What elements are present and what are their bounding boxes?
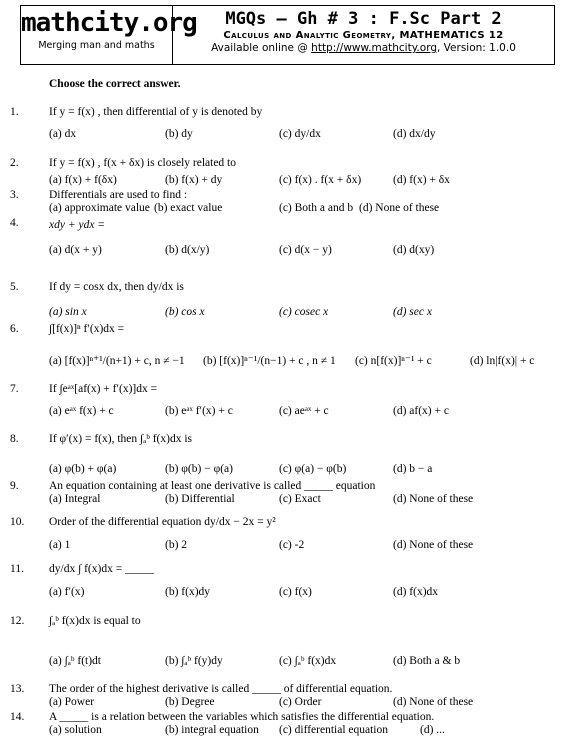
option-c[interactable]: (c) d(x − y) — [279, 244, 332, 256]
option-d[interactable]: (d) Both a & b — [393, 655, 461, 667]
option-d[interactable]: (d) f(x) + δx — [393, 174, 450, 186]
question-stem: Differentials are used to find : — [49, 189, 188, 201]
option-b[interactable]: (b) integral equation — [165, 724, 259, 736]
option-a[interactable]: (a) φ(b) + φ(a) — [49, 463, 117, 475]
instruction: Choose the correct answer. — [49, 78, 181, 90]
question-number: 10. — [10, 516, 25, 528]
option-a[interactable]: (a) approximate value — [49, 202, 150, 214]
question-number: 6. — [10, 323, 19, 335]
question-number: 11. — [10, 563, 24, 575]
site-link[interactable]: http://www.mathcity.org — [311, 42, 437, 54]
question-stem: ∫[f(x)]ⁿ f′(x)dx = — [49, 323, 125, 335]
question-number: 8. — [10, 433, 19, 445]
option-d[interactable]: (d) None of these — [393, 696, 474, 708]
question-stem: If y = f(x) , then differential of y is denoted by — [49, 106, 263, 118]
option-c[interactable]: (c) dy/dx — [279, 128, 321, 140]
option-c[interactable]: (c) differential equation — [279, 724, 388, 736]
option-b[interactable]: (b) Degree — [165, 696, 215, 708]
option-d[interactable]: (d) None of these — [359, 202, 440, 214]
question-number: 4. — [10, 217, 19, 229]
option-b[interactable]: (b) [f(x)]ⁿ⁻¹/(n−1) + c , n ≠ 1 — [203, 355, 336, 367]
availability-line — [173, 42, 554, 54]
question-stem: If dy = cosx dx, then dy/dx is — [49, 281, 184, 293]
option-d[interactable]: (d) None of these — [393, 493, 474, 505]
option-a[interactable]: (a) f(x) + f(δx) — [49, 174, 117, 186]
question-number: 13. — [10, 683, 25, 695]
option-b[interactable]: (b) f(x) + dy — [165, 174, 223, 186]
option-d[interactable]: (d) sec x — [393, 306, 432, 318]
option-a[interactable]: (a) Power — [49, 696, 95, 708]
question-stem: dy/dx ∫ f(x)dx = _____ — [49, 563, 154, 575]
option-c[interactable]: (c) Order — [279, 696, 322, 708]
question-number: 2. — [10, 157, 19, 169]
question-stem: The order of the highest derivative is called _____ of differential equation. — [49, 683, 393, 695]
option-a[interactable]: (a) sin x — [49, 306, 87, 318]
option-a[interactable]: (a) [f(x)]ⁿ⁺¹/(n+1) + c, n ≠ −1 — [49, 355, 185, 367]
logo-subtitle: Merging man and maths — [38, 40, 155, 51]
header-box — [20, 5, 555, 65]
option-c[interactable]: (c) aeᵃˣ + c — [279, 405, 329, 417]
option-a[interactable]: (a) f′(x) — [49, 586, 85, 598]
option-d[interactable]: (d) f(x)dx — [393, 586, 439, 598]
option-a[interactable]: (a) solution — [49, 724, 102, 736]
option-c[interactable]: (c) -2 — [279, 539, 305, 551]
question-number: 3. — [10, 189, 19, 201]
header-right — [173, 6, 554, 54]
option-c[interactable]: (c) Both a and b — [279, 202, 354, 214]
option-b[interactable]: (b) cos x — [165, 306, 205, 318]
option-b[interactable]: (b) φ(b) − φ(a) — [165, 463, 233, 475]
option-b[interactable]: (b) dy — [165, 128, 193, 140]
question-number: 7. — [10, 383, 19, 395]
option-a[interactable]: (a) d(x + y) — [49, 244, 102, 256]
question-number: 5. — [10, 281, 19, 293]
option-a[interactable]: (a) ∫ₐᵇ f(t)dt — [49, 655, 101, 667]
option-d[interactable]: (d) None of these — [393, 539, 474, 551]
option-a[interactable]: (a) eᵃˣ f(x) + c — [49, 405, 114, 417]
question-stem: xdy + ydx = — [49, 219, 106, 231]
question-number: 12. — [10, 615, 25, 627]
option-b[interactable]: (b) exact value — [154, 202, 223, 214]
question-stem: An equation containing at least one derivative is called _____ equation — [49, 480, 376, 492]
version-text: , Version: 1.0.0 — [437, 42, 516, 54]
option-b[interactable]: (b) eᵃˣ f′(x) + c — [165, 405, 233, 417]
question-stem: Order of the differential equation dy/dx − 2x = y² — [49, 516, 276, 528]
question-stem: A _____ is a relation between the variables which satisfies the differential equation. — [49, 711, 435, 723]
option-c[interactable]: (c) f(x) . f(x + δx) — [279, 174, 362, 186]
page-subtitle: Calculus and Analytic Geometry, MATHEMATICS 12 — [223, 30, 504, 41]
option-d[interactable]: (d) af(x) + c — [393, 405, 449, 417]
option-b[interactable]: (b) 2 — [165, 539, 188, 551]
option-c[interactable]: (c) Exact — [279, 493, 321, 505]
question-stem: If ∫eᵃˣ[af(x) + f′(x)]dx = — [49, 383, 158, 395]
page-title: MGQs – Gh # 3 : F.Sc Part 2 — [225, 9, 502, 29]
option-d[interactable]: (d) b − a — [393, 463, 433, 475]
option-c[interactable]: (c) f(x) — [279, 586, 312, 598]
option-b[interactable]: (b) d(x/y) — [165, 244, 210, 256]
option-b[interactable]: (b) ∫ₐᵇ f(y)dy — [165, 655, 223, 667]
option-b[interactable]: (b) Differential — [165, 493, 235, 505]
availability-prefix: Available online @ — [211, 42, 308, 54]
option-d[interactable]: (d) dx/dy — [393, 128, 436, 140]
option-c[interactable]: (c) ∫ₐᵇ f(x)dx — [279, 655, 337, 667]
question-number: 9. — [10, 480, 19, 492]
logo — [21, 6, 197, 64]
question-stem: If φ′(x) = f(x), then ∫ₐᵇ f(x)dx is — [49, 433, 193, 445]
question-number: 14. — [10, 711, 25, 723]
logo-title: mathcity.org — [21, 8, 197, 38]
option-a[interactable]: (a) Integral — [49, 493, 101, 505]
question-number: 1. — [10, 106, 19, 118]
option-a[interactable]: (a) 1 — [49, 539, 71, 551]
option-c[interactable]: (c) cosec x — [279, 306, 329, 318]
option-d[interactable]: (d) ... — [420, 724, 445, 736]
option-b[interactable]: (b) f(x)dy — [165, 586, 211, 598]
option-c[interactable]: (c) n[f(x)]ⁿ⁻¹ + c — [355, 355, 432, 367]
question-stem: If y = f(x) , f(x + δx) is closely related to — [49, 157, 236, 169]
option-a[interactable]: (a) dx — [49, 128, 77, 140]
option-d[interactable]: (d) d(xy) — [393, 244, 435, 256]
question-stem: ∫ₐᵇ f(x)dx is equal to — [49, 615, 141, 627]
option-d[interactable]: (d) ln|f(x)| + c — [470, 355, 535, 367]
option-c[interactable]: (c) φ(a) − φ(b) — [279, 463, 347, 475]
